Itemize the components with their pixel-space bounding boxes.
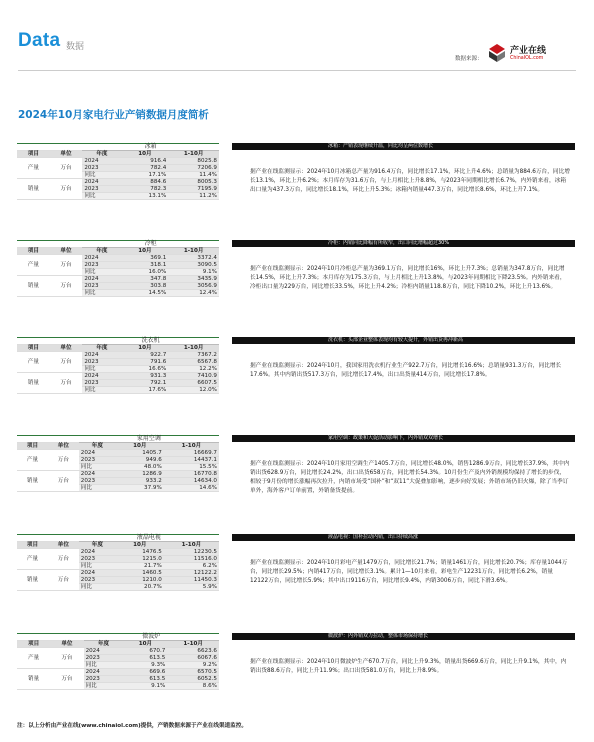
month-value-cell: 20.7% — [116, 584, 164, 591]
year-cell: 同比 — [79, 584, 116, 591]
table-cell-blank — [48, 535, 79, 542]
year-cell: 2023 — [84, 655, 124, 662]
year-cell: 2023 — [79, 478, 116, 485]
table-row — [17, 255, 219, 262]
section-analysis-text: 据产业在线监测显示：2024年10月彩电产量1479万台，同比增长21.7%；销量1461万台，同比增长20.7%；库存量1044万台，同比增长29.5%；内销417万台，同比增长3.1%。累计1—10月来看，彩电生产12231万台，同比增长6.2%，销量12122万台，同比增长5.9%；其中出口9116万台，同比增长9.4%，内销3006万台，同比下滑3.6%。 — [250, 560, 568, 584]
row-group-unit: 万台 — [48, 450, 79, 471]
table-row — [17, 276, 219, 283]
logo-url: ChinaIOL.com — [510, 56, 544, 61]
table-cell-blank — [17, 338, 50, 345]
section-analysis-text: 据产业在线监测显示：2024年10月冷柜总产量为369.1万台，同比增长16%，环比上升7.3%；总销量为347.8万台，同比增长14.5%，环比上升7.3%；本月库存为175.3万台，与上月相比上升13.8%，与2023年同期相比下降23.5%。内外销来看，冷柜出口量为229万台，同比增长33.5%，环比上升4.2%；冷柜内销量118.8万台，同比下降10.2%，环比上升13.6%。 — [250, 266, 566, 290]
section-headline: 洗衣机：头部企业整体表现均有较大提升，外销出货再冲新高 — [232, 337, 575, 344]
page-title: 2024年10月家电行业产销数据月度简析 — [18, 109, 209, 121]
row-group-unit: 万台 — [50, 276, 83, 297]
product-name: 微波炉 — [84, 634, 219, 641]
ytd-value-cell: 6067.6 — [167, 655, 219, 662]
col-header-unit: 单位 — [50, 641, 83, 648]
table-row — [17, 241, 219, 248]
ytd-value-cell: 15.5% — [164, 464, 219, 471]
ytd-value-cell: 14634.0 — [164, 478, 219, 485]
year-cell: 2024 — [84, 669, 124, 676]
month-value-cell: 782.3 — [122, 186, 169, 193]
section-headline: 微波炉：内外销双力拉动，整体市场保持增长 — [232, 633, 575, 640]
month-value-cell: 14.5% — [122, 290, 169, 297]
section-headline: 冷柜：内销同比降幅有所收窄，出口同比增幅超过30% — [232, 240, 575, 247]
month-value-cell: 1476.5 — [116, 549, 164, 556]
ytd-value-cell: 6567.8 — [168, 359, 219, 366]
table-header-row — [17, 542, 219, 549]
ytd-value-cell: 3372.4 — [168, 255, 219, 262]
year-cell: 同比 — [79, 563, 116, 570]
table-row — [17, 373, 219, 380]
month-value-cell: 1210.0 — [116, 577, 164, 584]
col-header-unit: 单位 — [48, 542, 79, 549]
month-value-cell: 922.7 — [122, 352, 169, 359]
year-cell: 2023 — [82, 380, 121, 387]
col-header-item: 项目 — [17, 641, 50, 648]
ytd-value-cell: 8025.8 — [168, 158, 219, 165]
ytd-value-cell: 7206.9 — [168, 165, 219, 172]
month-value-cell: 791.6 — [122, 359, 169, 366]
table-cell-blank — [50, 338, 83, 345]
ytd-value-cell: 7195.9 — [168, 186, 219, 193]
ytd-value-cell: 6623.6 — [167, 648, 219, 655]
year-cell: 2024 — [82, 158, 121, 165]
row-group-label: 产量 — [17, 549, 48, 570]
ytd-value-cell: 11.4% — [168, 172, 219, 179]
year-cell: 2023 — [82, 165, 121, 172]
row-group-label: 产量 — [17, 450, 48, 471]
table-row — [17, 535, 219, 542]
year-cell: 2023 — [82, 262, 121, 269]
row-group-label: 产量 — [17, 352, 50, 373]
month-value-cell: 9.1% — [124, 683, 168, 690]
row-group-label: 销量 — [17, 373, 50, 394]
data-table — [17, 240, 219, 297]
ytd-value-cell: 6570.5 — [167, 669, 219, 676]
row-group-unit: 万台 — [50, 352, 83, 373]
year-cell: 2023 — [79, 577, 116, 584]
col-header-month: 10月 — [122, 248, 169, 255]
section-headline: 家用空调：政策和大促活动影响下，内外销双双增长 — [232, 435, 575, 442]
table-row — [17, 352, 219, 359]
data-table — [17, 633, 219, 690]
ytd-value-cell: 6.2% — [164, 563, 219, 570]
table-row — [17, 179, 219, 186]
month-value-cell: 782.4 — [122, 165, 169, 172]
ytd-value-cell: 12.0% — [168, 387, 219, 394]
section-analysis-text: 据产业在线监测显示：2024年10月家用空调生产1405.7万台，同比增长48.0%，销售1286.9万台，同比增长37.9%，其中内销出货628.9万台，同比增长24.2%，出口出货658万台，同比增长54.3%。10月份生产及内外销规模均保持了增长的步伐，相较于9月份的增长涨幅再次拉升，内销市场受“国补”和“双11”大促叠加影响，逐步向好发展；外销市场仍旧火爆，除了当季订单外，海外客户订单前置，外销备货提前。 — [250, 461, 570, 494]
ytd-value-cell: 12230.5 — [164, 549, 219, 556]
section-2 — [17, 237, 575, 312]
month-value-cell: 1286.9 — [116, 471, 164, 478]
year-cell: 同比 — [82, 193, 121, 200]
ytd-value-cell: 3090.5 — [168, 262, 219, 269]
footnote: 注：以上分析由产业在线(www.chinaiol.com)提供，产销数据来源于产业在线渠道监控。 — [17, 723, 247, 729]
col-header-item: 项目 — [17, 151, 50, 158]
year-cell: 同比 — [79, 464, 116, 471]
year-cell: 同比 — [82, 269, 121, 276]
col-header-year: 年度 — [84, 641, 124, 648]
year-cell: 2024 — [79, 450, 116, 457]
ytd-value-cell: 7410.9 — [168, 373, 219, 380]
data-table — [17, 534, 219, 591]
table-cell-blank — [50, 634, 83, 641]
col-header-month: 10月 — [122, 151, 169, 158]
ytd-value-cell: 7367.2 — [168, 352, 219, 359]
col-header-month: 10月 — [124, 641, 168, 648]
ytd-value-cell: 9.2% — [167, 662, 219, 669]
year-cell: 2024 — [82, 255, 121, 262]
row-group-unit: 万台 — [50, 179, 83, 200]
col-header-month: 10月 — [116, 542, 164, 549]
section-5 — [17, 531, 575, 606]
month-value-cell: 613.5 — [124, 655, 168, 662]
product-name: 液晶电视 — [79, 535, 219, 542]
row-group-label: 产量 — [17, 255, 50, 276]
logo-text: 产业在线 — [510, 46, 547, 56]
ytd-value-cell: 11450.3 — [164, 577, 219, 584]
table-header-row — [17, 151, 219, 158]
product-name: 冷柜 — [82, 241, 219, 248]
table-cell-blank — [17, 144, 50, 151]
col-header-year: 年度 — [79, 542, 116, 549]
col-header-month: 10月 — [116, 443, 164, 450]
col-header-ytd: 1-10月 — [164, 443, 219, 450]
row-group-unit: 万台 — [50, 255, 83, 276]
ytd-value-cell: 6052.5 — [167, 676, 219, 683]
chinaiol-logo-icon — [488, 43, 506, 63]
section-analysis-text: 据产业在线监测显示：2024年10月，我国家用洗衣机行业生产922.7万台，同比增长16.6%；总销量931.3万台，同比增长17.6%。其中内销出货517.3万台，同比增长17.4%，出口出货量414万台，同比增长17.8%。 — [250, 363, 562, 378]
year-cell: 2024 — [79, 570, 116, 577]
year-cell: 2024 — [79, 549, 116, 556]
year-cell: 同比 — [79, 485, 116, 492]
ytd-value-cell: 12.2% — [168, 366, 219, 373]
data-table — [17, 143, 219, 200]
table-row — [17, 338, 219, 345]
col-header-ytd: 1-10月 — [168, 345, 219, 352]
year-cell: 2023 — [84, 676, 124, 683]
product-name: 冰箱 — [82, 144, 219, 151]
row-group-unit: 万台 — [50, 373, 83, 394]
ytd-value-cell: 6607.5 — [168, 380, 219, 387]
row-group-label: 产量 — [17, 158, 50, 179]
col-header-ytd: 1-10月 — [167, 641, 219, 648]
year-cell: 同比 — [84, 683, 124, 690]
row-group-unit: 万台 — [48, 471, 79, 492]
month-value-cell: 13.1% — [122, 193, 169, 200]
ytd-value-cell: 8005.3 — [168, 179, 219, 186]
row-group-label: 销量 — [17, 570, 48, 591]
table-cell-blank — [17, 634, 50, 641]
table-cell-blank — [17, 241, 50, 248]
section-analysis-text: 据产业在线监测显示：2024年10月冰箱总产量为916.4万台，同比增长17.1%，环比上升4.6%；总销量为884.6万台，同比增长13.1%，环比上升6.2%；本月库存为31.6万台，与上月相比上升8.8%，与2023年同期相比增长6.7%，内外销来看，冰箱出口量为437.3万台，同比增长18.1%，环比上升5.3%；冰箱内销量447.3万台，同比增长8.6%，环比上升7.1%。 — [250, 169, 570, 193]
source-label: 数据来源： — [455, 56, 483, 62]
col-header-year: 年度 — [82, 248, 121, 255]
year-cell: 同比 — [82, 172, 121, 179]
table-row — [17, 144, 219, 151]
month-value-cell: 303.8 — [122, 283, 169, 290]
brand-name: Data — [18, 30, 61, 51]
col-header-unit: 单位 — [50, 151, 83, 158]
month-value-cell: 9.3% — [124, 662, 168, 669]
table-cell-blank — [50, 241, 83, 248]
ytd-value-cell: 11.2% — [168, 193, 219, 200]
table-cell-blank — [17, 436, 48, 443]
ytd-value-cell: 12.4% — [168, 290, 219, 297]
month-value-cell: 933.2 — [116, 478, 164, 485]
table-row — [17, 634, 219, 641]
section-4 — [17, 432, 575, 507]
ytd-value-cell: 11516.0 — [164, 556, 219, 563]
year-cell: 2024 — [82, 352, 121, 359]
year-cell: 同比 — [82, 290, 121, 297]
row-group-unit: 万台 — [50, 158, 83, 179]
table-row — [17, 570, 219, 577]
table-cell-blank — [50, 144, 83, 151]
month-value-cell: 1460.5 — [116, 570, 164, 577]
col-header-unit: 单位 — [50, 345, 83, 352]
month-value-cell: 1215.0 — [116, 556, 164, 563]
table-cell-blank — [48, 436, 79, 443]
col-header-unit: 单位 — [48, 443, 79, 450]
month-value-cell: 37.9% — [116, 485, 164, 492]
col-header-item: 项目 — [17, 248, 50, 255]
month-value-cell: 16.0% — [122, 269, 169, 276]
table-row — [17, 158, 219, 165]
year-cell: 同比 — [82, 366, 121, 373]
table-row — [17, 669, 219, 676]
month-value-cell: 670.7 — [124, 648, 168, 655]
year-cell: 2024 — [84, 648, 124, 655]
year-cell: 2024 — [82, 179, 121, 186]
ytd-value-cell: 16770.8 — [164, 471, 219, 478]
row-group-label: 产量 — [17, 648, 50, 669]
year-cell: 2023 — [79, 457, 116, 464]
year-cell: 2024 — [82, 276, 121, 283]
year-cell: 2023 — [82, 359, 121, 366]
table-cell-blank — [17, 535, 48, 542]
row-group-unit: 万台 — [50, 648, 83, 669]
col-header-ytd: 1-10月 — [168, 151, 219, 158]
year-cell: 同比 — [84, 662, 124, 669]
col-header-item: 项目 — [17, 443, 48, 450]
col-header-month: 10月 — [122, 345, 169, 352]
year-cell: 2023 — [82, 186, 121, 193]
col-header-item: 项目 — [17, 345, 50, 352]
month-value-cell: 48.0% — [116, 464, 164, 471]
month-value-cell: 669.6 — [124, 669, 168, 676]
month-value-cell: 949.6 — [116, 457, 164, 464]
col-header-year: 年度 — [82, 151, 121, 158]
row-group-unit: 万台 — [50, 669, 83, 690]
month-value-cell: 1405.7 — [116, 450, 164, 457]
month-value-cell: 884.6 — [122, 179, 169, 186]
row-group-label: 销量 — [17, 471, 48, 492]
table-header-row — [17, 641, 219, 648]
row-group-label: 销量 — [17, 179, 50, 200]
month-value-cell: 916.4 — [122, 158, 169, 165]
col-header-year: 年度 — [79, 443, 116, 450]
month-value-cell: 369.1 — [122, 255, 169, 262]
table-header-row — [17, 345, 219, 352]
brand-subtitle: 数据 — [66, 42, 85, 52]
month-value-cell: 613.5 — [124, 676, 168, 683]
section-headline: 液晶电视：国补拉动内销，出口持续高涨 — [232, 534, 575, 541]
section-analysis-text: 据产业在线监测显示：2024年10月微波炉生产670.7万台，同比上升9.3%，销量出货669.6万台，同比上升9.1%，其中，内销出货88.6万台，同比上升11.9%；出口出货581.0万台，同比上升8.9%。 — [250, 659, 567, 674]
table-row — [17, 648, 219, 655]
month-value-cell: 17.6% — [122, 387, 169, 394]
product-name: 家用空调 — [79, 436, 219, 443]
section-headline: 冰箱：产销表现继续升温，同比均呈两位数增长 — [232, 143, 575, 150]
row-group-unit: 万台 — [48, 549, 79, 570]
col-header-ytd: 1-10月 — [164, 542, 219, 549]
ytd-value-cell: 14.6% — [164, 485, 219, 492]
row-group-label: 销量 — [17, 669, 50, 690]
ytd-value-cell: 12122.2 — [164, 570, 219, 577]
section-3 — [17, 334, 575, 409]
col-header-ytd: 1-10月 — [168, 248, 219, 255]
table-row — [17, 471, 219, 478]
table-row — [17, 549, 219, 556]
month-value-cell: 21.7% — [116, 563, 164, 570]
year-cell: 2023 — [82, 283, 121, 290]
ytd-value-cell: 14437.1 — [164, 457, 219, 464]
table-header-row — [17, 248, 219, 255]
month-value-cell: 16.6% — [122, 366, 169, 373]
ytd-value-cell: 3435.9 — [168, 276, 219, 283]
month-value-cell: 17.1% — [122, 172, 169, 179]
month-value-cell: 931.3 — [122, 373, 169, 380]
year-cell: 2024 — [82, 373, 121, 380]
section-6 — [17, 630, 575, 705]
header-divider — [18, 70, 576, 71]
month-value-cell: 318.1 — [122, 262, 169, 269]
table-header-row — [17, 443, 219, 450]
year-cell: 2023 — [79, 556, 116, 563]
year-cell: 同比 — [82, 387, 121, 394]
page-header — [0, 0, 594, 60]
ytd-value-cell: 9.1% — [168, 269, 219, 276]
col-header-item: 项目 — [17, 542, 48, 549]
col-header-unit: 单位 — [50, 248, 83, 255]
data-table — [17, 435, 219, 492]
col-header-year: 年度 — [82, 345, 121, 352]
table-row — [17, 436, 219, 443]
ytd-value-cell: 3056.9 — [168, 283, 219, 290]
ytd-value-cell: 8.6% — [167, 683, 219, 690]
ytd-value-cell: 16669.7 — [164, 450, 219, 457]
ytd-value-cell: 5.9% — [164, 584, 219, 591]
month-value-cell: 347.8 — [122, 276, 169, 283]
row-group-unit: 万台 — [48, 570, 79, 591]
month-value-cell: 792.1 — [122, 380, 169, 387]
section-1 — [17, 140, 575, 215]
data-table — [17, 337, 219, 394]
year-cell: 2024 — [79, 471, 116, 478]
table-row — [17, 450, 219, 457]
row-group-label: 销量 — [17, 276, 50, 297]
product-name: 洗衣机 — [82, 338, 219, 345]
